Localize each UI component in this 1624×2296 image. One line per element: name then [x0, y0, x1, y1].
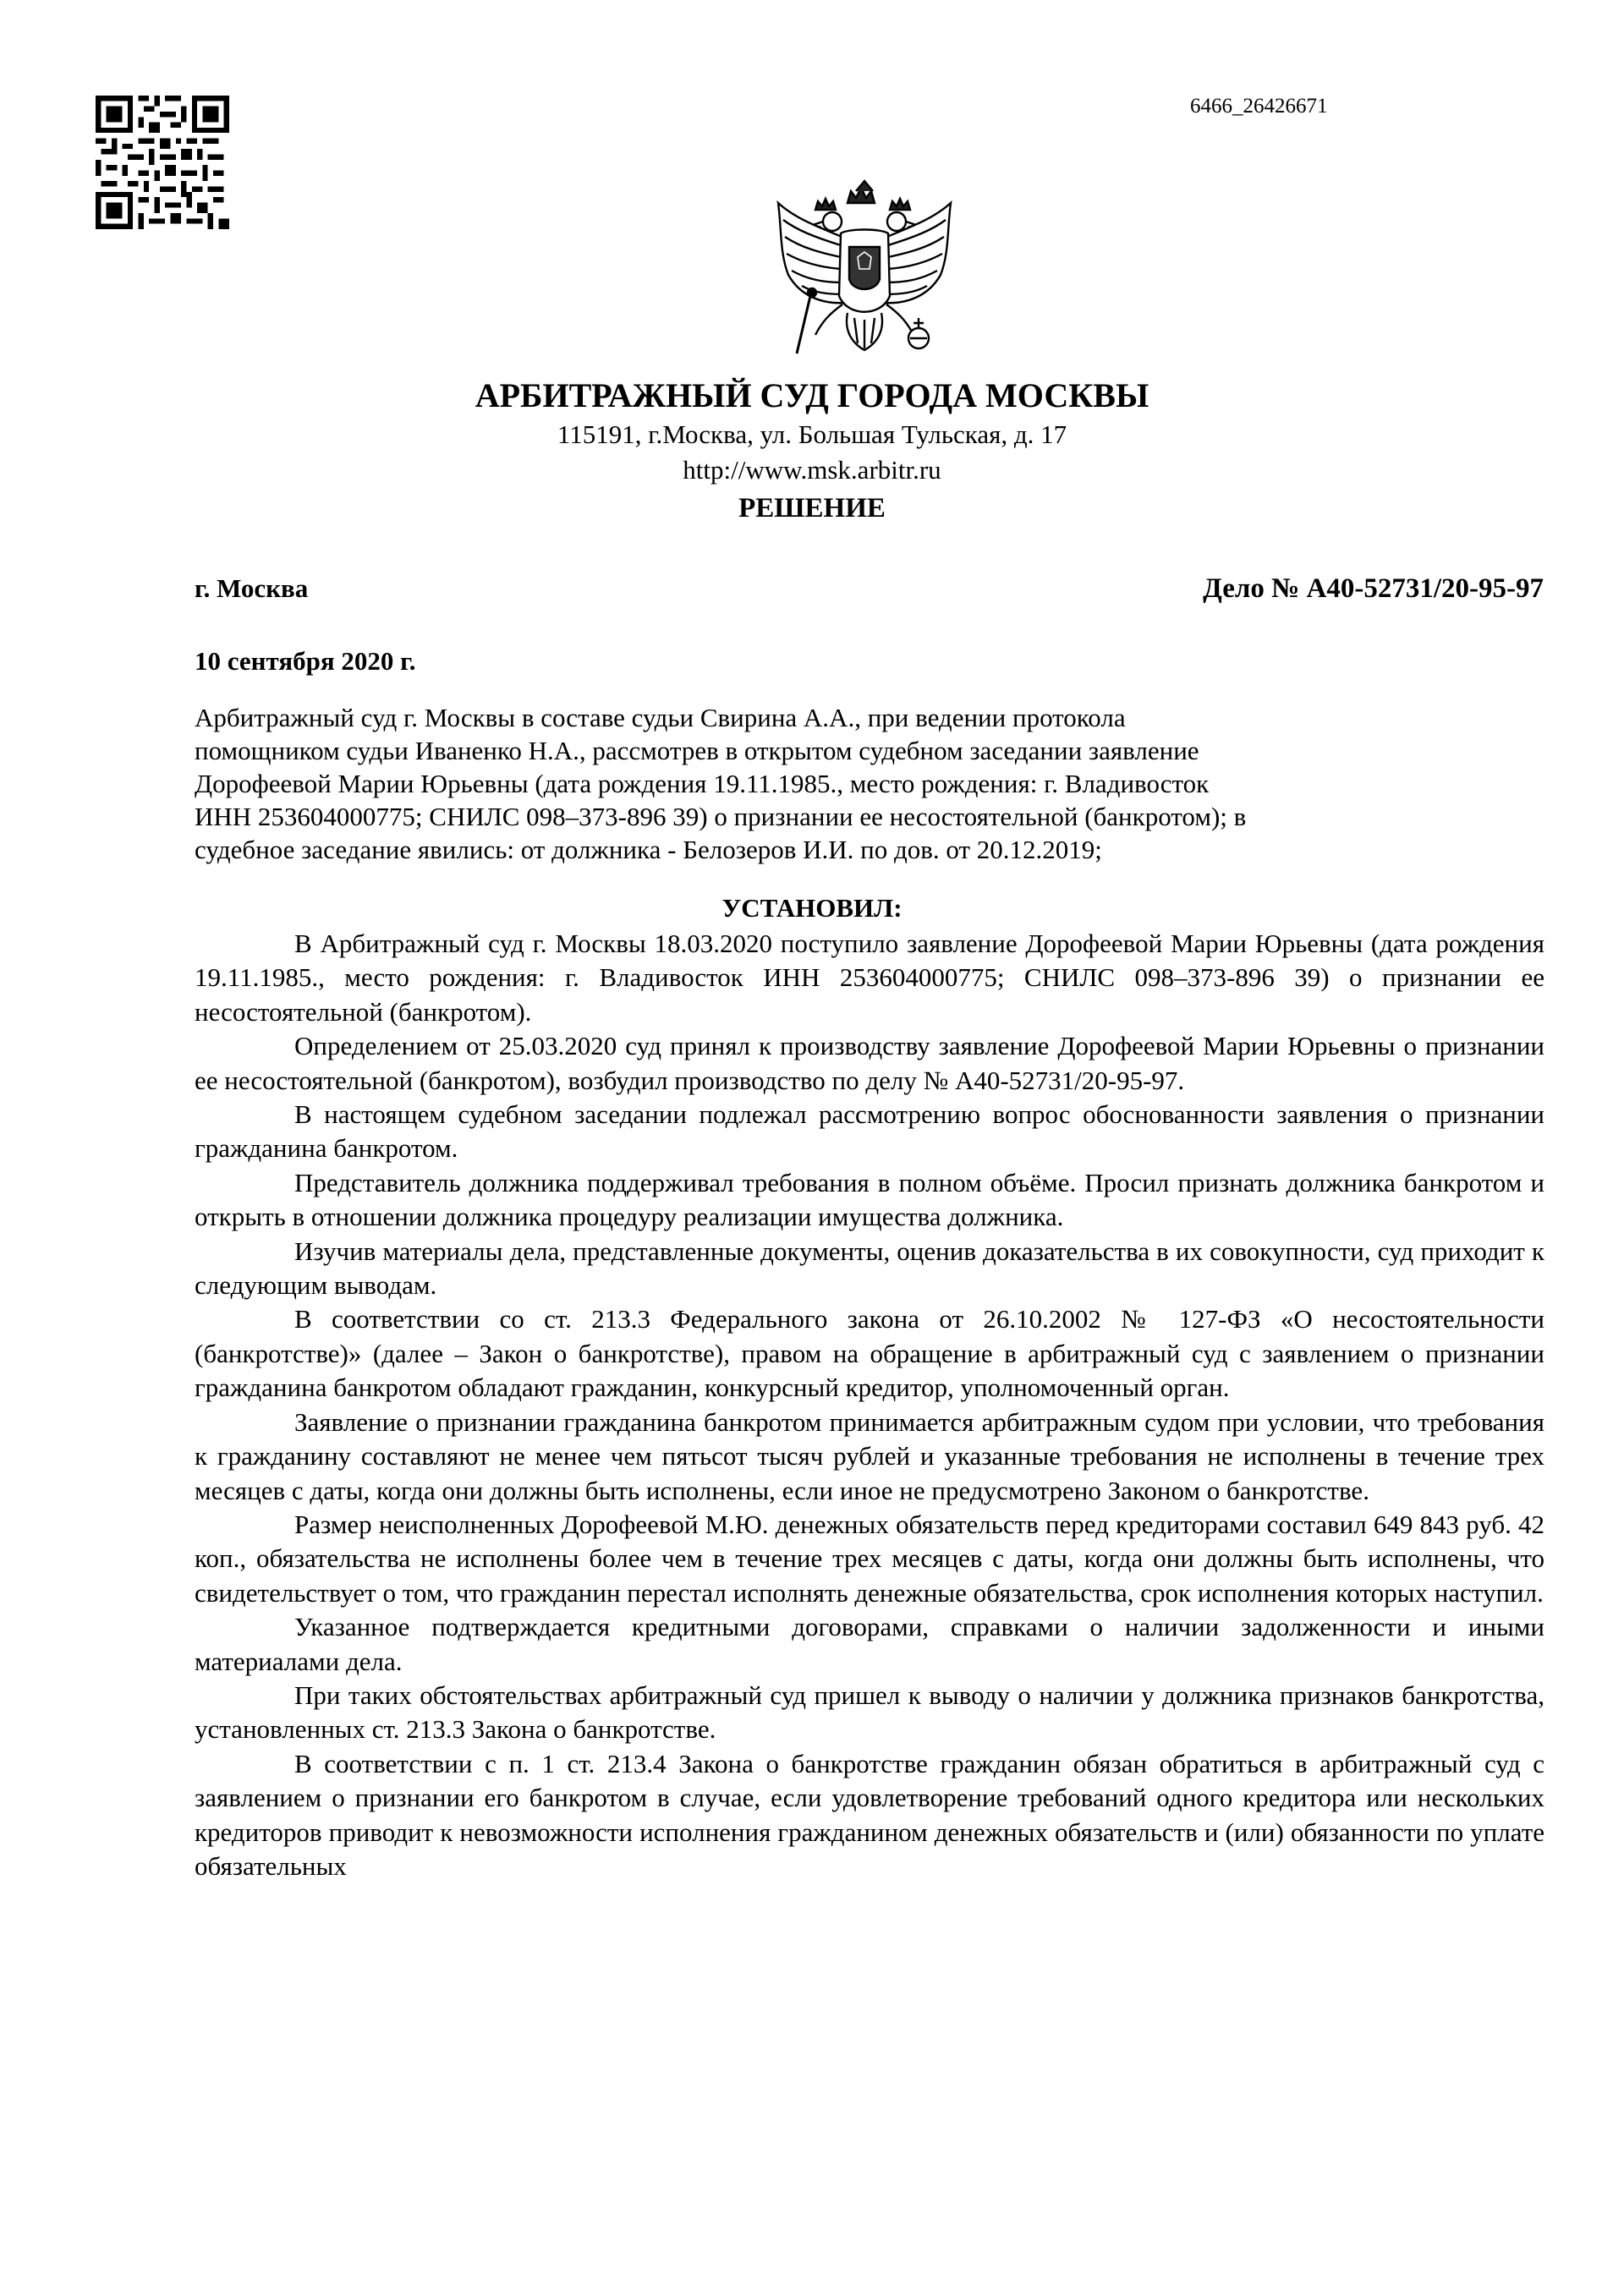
- intro-line: помощником судьи Иваненко Н.А., рассмотрев в открытом судебном заседании заявление: [195, 736, 1199, 765]
- court-header: [0, 375, 1624, 529]
- paragraph: Размер неисполненных Дорофеевой М.Ю. денежных обязательств перед кредиторами составил 649 843 руб. 42 коп., обязательства не исполнены более чем в течение трех месяцев с даты, когда они должны быть исполнены, что свидетельствует о том, что гражданин перестал исполнять денежные обязательства, срок исполнения которых наступил.: [195, 1509, 1544, 1608]
- decision-body: [195, 927, 1544, 1883]
- intro-line: Арбитражный суд г. Москвы в составе судьи Свирина А.А., при ведении протокола: [195, 703, 1126, 732]
- court-address: 115191, г.Москва, ул. Большая Тульская, д. 17: [557, 419, 1067, 449]
- intro-line: Дорофеевой Марии Юрьевны (дата рождения 19.11.1985., место рождения: г. Владивосток: [195, 769, 1210, 798]
- paragraph: В настоящем судебном заседании подлежал рассмотрению вопрос обоснованности заявления о признании гражданина банкротом.: [195, 1099, 1544, 1164]
- paragraph: Изучив материалы дела, представленные документы, оценив доказательства в их совокупности, суд приходит к следующим выводам.: [195, 1236, 1544, 1301]
- intro-line: судебное заседание явились: от должника - Белозеров И.И. по дов. от 20.12.2019;: [195, 835, 1102, 864]
- document-type-title: РЕШЕНИЕ: [738, 493, 886, 523]
- decision-date: 10 сентября 2020 г.: [195, 646, 416, 676]
- paragraph: Заявление о признании гражданина банкротом принимается арбитражным судом при условии, что требования к гражданину составляют не менее чем пятьсот тысяч рублей и указанные требования не исполнены в течение трех месяцев с даты, когда они должны быть исполнены, если иное не предусмотрено Законом о банкротстве.: [195, 1406, 1544, 1505]
- paragraph: В соответствии с п. 1 ст. 213.4 Закона о банкротстве гражданин обязан обратиться в арбитражный суд с заявлением о признании его банкротом в случае, если удовлетворение требований одного кредитора или нескольких кредиторов приводит к невозможности исполнения гражданином денежных обязательств и (или) обязанности по уплате обязательных: [195, 1748, 1544, 1881]
- document-id: 6466_26426671: [1190, 95, 1328, 118]
- qr-code: [96, 96, 229, 229]
- paragraph: В соответствии со ст. 213.3 Федерального закона от 26.10.2002 № 127-ФЗ «О несостоятельности (банкротстве)» (далее – Закон о банкротстве), правом на обращение в арбитражный суд с заявлением о признании гражданина банкротом обладают гражданин, конкурсный кредитор, уполномоченный орган.: [195, 1304, 1544, 1403]
- case-number: Дело № А40-52731/20-95-97: [1203, 573, 1544, 604]
- intro-line: ИНН 253604000775; СНИЛС 098–373-896 39) о признании ее несостоятельной (банкротом); в: [195, 802, 1247, 831]
- paragraph: Указанное подтверждается кредитными договорами, справками о наличии задолженности и иными материалами дела.: [195, 1612, 1544, 1676]
- established-heading: УСТАНОВИЛ:: [721, 893, 903, 923]
- court-website: http://www.msk.arbitr.ru: [683, 455, 941, 485]
- paragraph: В Арбитражный суд г. Москвы 18.03.2020 поступило заявление Дорофеевой Марии Юрьевны (дата рождения 19.11.1985., место рождения: г. Владивосток ИНН 253604000775; СНИЛС 098–373-896 39) о признании ее несостоятельной (банкротом).: [195, 929, 1544, 1027]
- paragraph: Определением от 25.03.2020 суд принял к производству заявление Дорофеевой Марии Юрьевны о признании ее несостоятельной (банкротом), возбудил производство по делу № А40-52731/20-95-97.: [195, 1031, 1544, 1095]
- coat-of-arms-emblem: [763, 169, 966, 369]
- paragraph: При таких обстоятельствах арбитражный суд пришел к выводу о наличии у должника признаков банкротства, установленных ст. 213.3 Закона о банкротстве.: [195, 1680, 1544, 1745]
- city: г. Москва: [195, 573, 309, 603]
- paragraph: Представитель должника поддерживал требования в полном объёме. Просил признать должника банкротом и открыть в отношении должника процедуру реализации имущества должника.: [195, 1167, 1544, 1232]
- court-name: АРБИТРАЖНЫЙ СУД ГОРОДА МОСКВЫ: [475, 376, 1149, 414]
- intro-paragraph: [195, 701, 1539, 866]
